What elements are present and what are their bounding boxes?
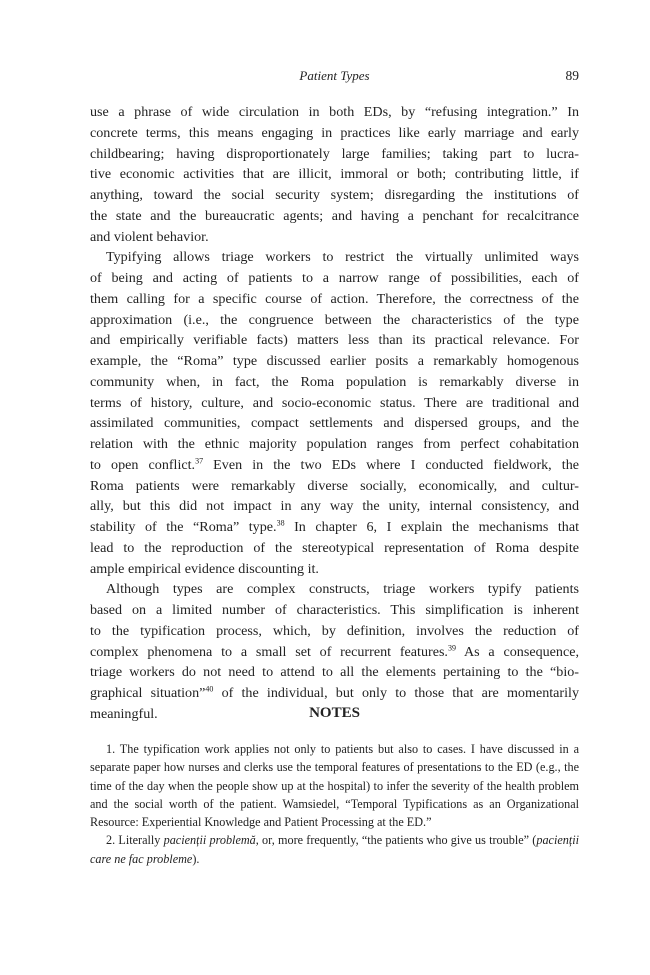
- text-line: [90, 642, 579, 663]
- text-line: [90, 517, 579, 538]
- text-line: use a phrase of wide circulation in both EDs, by “refusing integration.” In: [90, 104, 579, 120]
- text-line: to the typification process, which, by definition, involves the reduction of: [90, 622, 579, 639]
- running-head: [90, 66, 579, 86]
- text-line: community when, in fact, the Roma population is remarkably diverse in: [90, 373, 579, 390]
- text-line: them calling for a specific course of action. Therefore, the correctness of the: [90, 290, 579, 307]
- page-number: 89: [565, 68, 579, 83]
- paragraph-2: [90, 247, 579, 579]
- text-segment: In chapter 6, I explain the mechanisms that: [284, 519, 579, 535]
- text-line: anything, toward the social security system; disregarding the institutions of: [90, 187, 579, 203]
- text-line: childbearing; having disproportionately large families; taking part to lucra-: [90, 145, 579, 162]
- text-segment: As a consequence,: [455, 643, 580, 660]
- notes-heading: NOTES: [309, 705, 360, 721]
- text-segment: ).: [192, 851, 200, 866]
- text-line: meaningful.: [90, 705, 158, 722]
- text-line: example, the “Roma” type discussed earlier posits a remarkably homogenous: [90, 353, 579, 369]
- body-text: [90, 102, 579, 725]
- text-segment: Even in the two EDs where I conducted fieldwork, the: [203, 456, 579, 473]
- text-line: concrete terms, this means engaging in practices like early marriage and early: [90, 124, 579, 141]
- romanian-term: pacienții problemă: [163, 833, 256, 848]
- note-2: [90, 831, 579, 868]
- footnote-ref-37[interactable]: 37: [195, 456, 204, 466]
- notes-section: [90, 740, 579, 868]
- text-segment: graphical situation”: [90, 685, 206, 701]
- text-line: assimilated communities, compact settlements and dispersed groups, and the: [90, 415, 579, 432]
- text-line: relation with the ethnic majority population ranges from perfect cohabitation: [90, 436, 579, 452]
- text-line: Although types are complex constructs, triage workers typify patients: [106, 581, 579, 598]
- text-line: triage workers do not need to attend to all the elements pertaining to the “bio-: [90, 664, 579, 681]
- text-line: ally, but this did not impact in any way the unity, internal consistency, and: [90, 498, 579, 515]
- text-segment: , or, more frequently, “the patients who give us trouble” (: [255, 833, 537, 848]
- footnote-ref-40[interactable]: 40: [205, 684, 214, 694]
- text-line: approximation (i.e., the congruence between the characteristics of the type: [90, 311, 579, 328]
- text-line: [90, 683, 579, 704]
- text-line: terms of history, culture, and socio-economic status. There are traditional and: [90, 394, 579, 411]
- footnote-ref-39[interactable]: 39: [447, 642, 456, 652]
- text-line: tive economic activities that are illicit, immoral or both; contributing little, if: [90, 166, 579, 183]
- text-segment: of the individual, but only to those that are momentarily: [213, 685, 579, 701]
- text-segment: stability of the “Roma” type.: [90, 519, 277, 535]
- text-segment: to open conflict.: [90, 456, 196, 473]
- text-segment: complex phenomena to a small set of recurrent features.: [90, 643, 448, 660]
- running-title: Patient Types: [299, 68, 370, 83]
- text-line: of being and acting of patients to a narrow range of possibilities, each of: [90, 270, 579, 286]
- footnote-ref-38[interactable]: 38: [276, 518, 285, 528]
- paragraph-1: [90, 102, 579, 247]
- romanian-phrase: pacienții care ne fac probleme: [90, 833, 579, 866]
- text-line: based on a limited number of characteristics. This simplification is inherent: [90, 602, 579, 618]
- note-1: 1. The typification work applies not only to patients but also to cases. I have discussed in a separate paper how nurses and clerks use the temporal features of presentations to the ED (e.g., the time of the day when the people show up at the hospital) to infer the severity of the health problem and the social worth of the patient. Wamsiedel, “Temporal Typifications as an Organizational Resource: Experiential Knowledge and Patient Processing at the ED.”: [90, 742, 579, 830]
- text-line: and violent behavior.: [90, 228, 209, 245]
- text-line: [90, 455, 579, 476]
- text-line: lead to the reproduction of the stereotypical representation of Roma despite: [90, 539, 579, 556]
- text-line: Typifying allows triage workers to restrict the virtually unlimited ways: [106, 249, 579, 266]
- text-line: the state and the bureaucratic agents; and having a penchant for recalcitrance: [90, 207, 579, 224]
- text-line: and empirically verifiable facts) matters less than its practical relevance. For: [90, 332, 579, 349]
- text-segment: 2. Literally: [106, 833, 164, 848]
- text-line: ample empirical evidence discounting it.: [90, 560, 319, 577]
- text-line: Roma patients were remarkably diverse socially, economically, and cultur-: [90, 477, 579, 494]
